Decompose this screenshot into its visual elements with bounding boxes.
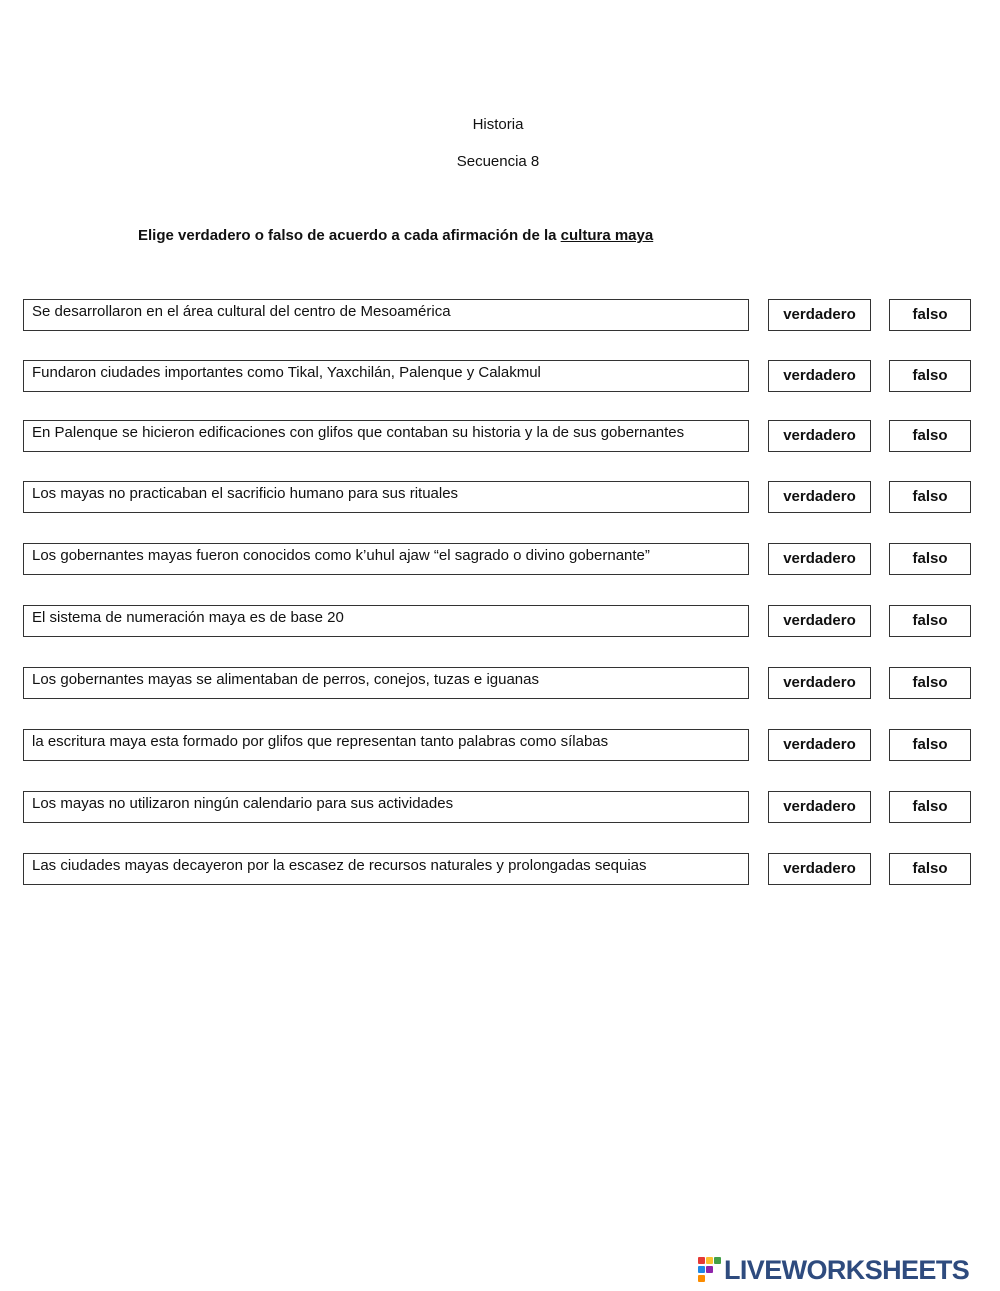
true-option-button[interactable]: verdadero [768, 729, 871, 761]
statement-row [0, 543, 1000, 575]
statement-row [0, 853, 1000, 885]
true-option-button[interactable]: verdadero [768, 791, 871, 823]
true-option-button[interactable]: verdadero [768, 667, 871, 699]
statement-text: Los mayas no utilizaron ningún calendario para sus actividades [23, 791, 749, 823]
logo-square [698, 1275, 705, 1282]
false-option-button[interactable]: falso [889, 605, 971, 637]
false-option-button[interactable]: falso [889, 543, 971, 575]
statement-text: Los mayas no practicaban el sacrificio humano para sus rituales [23, 481, 749, 513]
logo-square [706, 1257, 713, 1264]
statement-row [0, 605, 1000, 637]
logo-square [706, 1266, 713, 1273]
logo-text: LIVEWORKSHEETS [724, 1255, 970, 1285]
false-option-button[interactable]: falso [889, 667, 971, 699]
true-option-button[interactable]: verdadero [768, 299, 871, 331]
liveworksheets-logo [698, 1254, 994, 1286]
statement-row [0, 299, 1000, 331]
statement-row [0, 667, 1000, 699]
statement-text: En Palenque se hicieron edificaciones con glifos que contaban su historia y la de sus gobernantes [23, 420, 749, 452]
logo-mark-icon [698, 1257, 722, 1283]
statement-row [0, 729, 1000, 761]
false-option-button[interactable]: falso [889, 420, 971, 452]
false-option-button[interactable]: falso [889, 481, 971, 513]
false-option-button[interactable]: falso [889, 299, 971, 331]
true-option-button[interactable]: verdadero [768, 481, 871, 513]
logo-square [714, 1257, 721, 1264]
statement-text: la escritura maya esta formado por glifos que representan tanto palabras como sílabas [23, 729, 749, 761]
sequence-title: Secuencia 8 [456, 153, 540, 170]
true-option-button[interactable]: verdadero [768, 360, 871, 392]
true-option-button[interactable]: verdadero [768, 605, 871, 637]
logo-square [698, 1257, 705, 1264]
statement-text: Se desarrollaron en el área cultural del centro de Mesoamérica [23, 299, 749, 331]
instructions-text: Elige verdadero o falso de acuerdo a cada afirmación de la [138, 227, 561, 244]
statement-text: Los gobernantes mayas se alimentaban de perros, conejos, tuzas e iguanas [23, 667, 749, 699]
statement-text: Fundaron ciudades importantes como Tikal, Yaxchilán, Palenque y Calakmul [23, 360, 749, 392]
logo-square [698, 1266, 705, 1273]
statement-row [0, 791, 1000, 823]
false-option-button[interactable]: falso [889, 791, 971, 823]
true-option-button[interactable]: verdadero [768, 543, 871, 575]
statement-row [0, 360, 1000, 392]
statement-text: Los gobernantes mayas fueron conocidos como k’uhul ajaw “el sagrado o divino gobernante” [23, 543, 749, 575]
false-option-button[interactable]: falso [889, 853, 971, 885]
statement-row [0, 420, 1000, 452]
statement-text: El sistema de numeración maya es de base 20 [23, 605, 749, 637]
statement-row [0, 481, 1000, 513]
instructions-topic: cultura maya [560, 227, 654, 244]
statement-text: Las ciudades mayas decayeron por la escasez de recursos naturales y prolongadas sequias [23, 853, 749, 885]
true-option-button[interactable]: verdadero [768, 853, 871, 885]
true-option-button[interactable]: verdadero [768, 420, 871, 452]
subject-title: Historia [472, 116, 524, 133]
false-option-button[interactable]: falso [889, 729, 971, 761]
false-option-button[interactable]: falso [889, 360, 971, 392]
